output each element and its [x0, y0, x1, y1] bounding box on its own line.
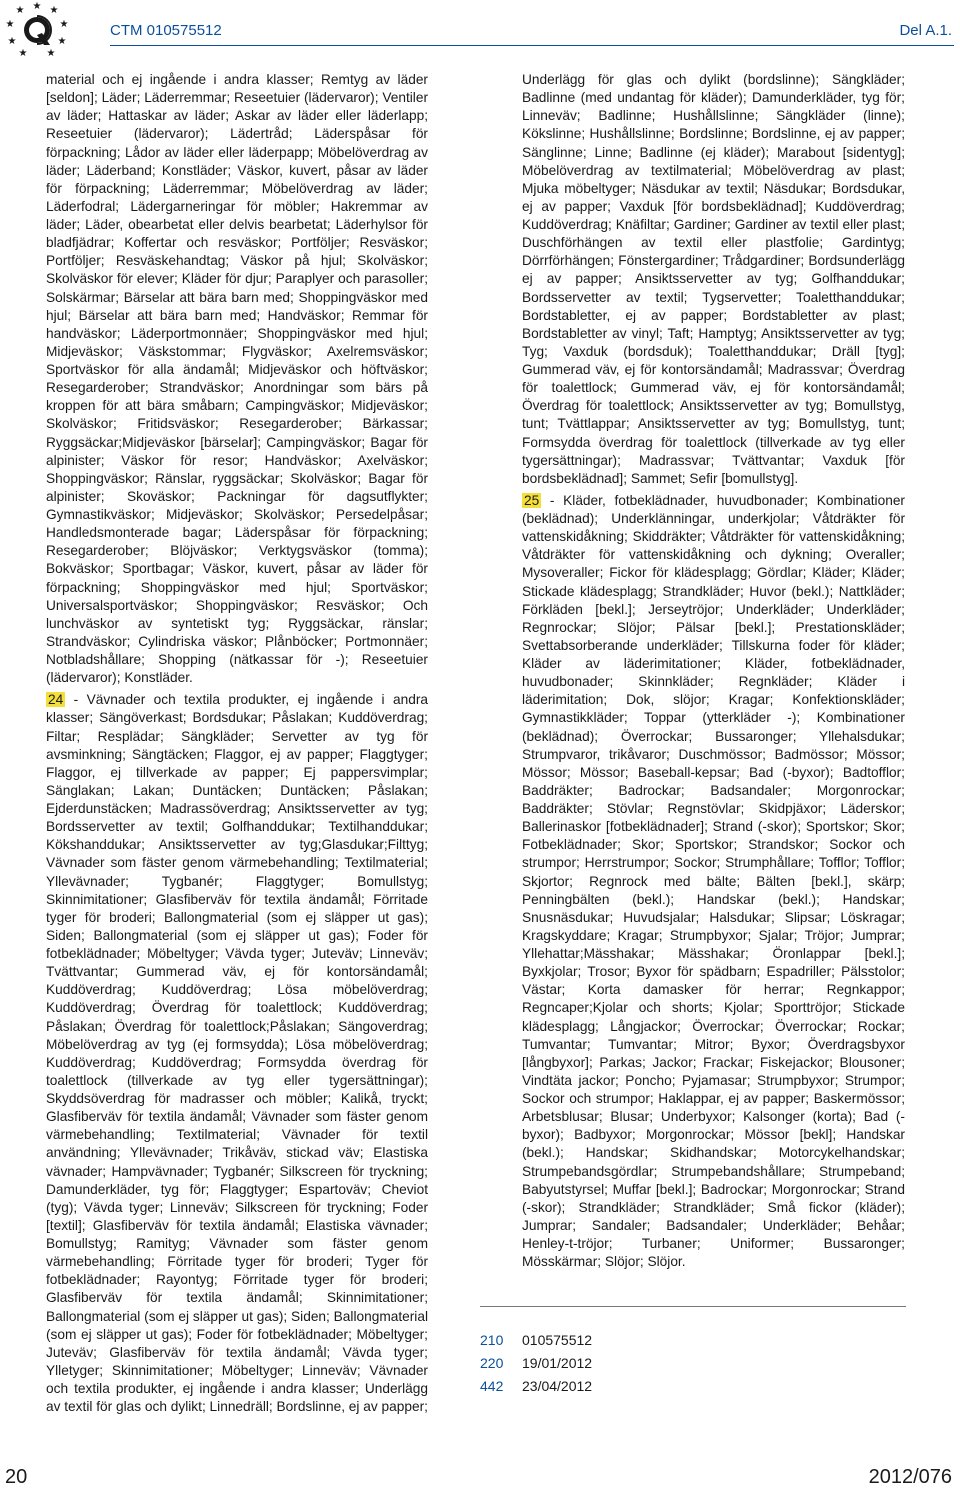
class-24-continued: Underlägg för glas och dylikt (bordslinne); Sängkläder; Badlinne (med undantag för kläder); Damunderkläder, tyg för; Linneväv; Badlinne; Hushållslinne; Sängkläder (linne); Kökslinne; Hushållslinne; Bordslinne; Bordslinne, ej av papper; Sänglinne; Linne; Badlinne (ej kläder); Marabout [sidentyg]; Möbelöverdrag av textilmaterial; Möbelöverdrag av plast; Mjuka möbeltyger; Näsdukar av textil; Näsdukar; Bordsdukar, ej av papper; Vaxduk [för bordsbeklädnad]; Kuddöverdrag; Kuddöverdrag; Knäfiltar; Gardiner; Gardiner av textil eller plast; Duschförhängen av textil eller plastfolie; Gardintyg; Dörrförhängen; Fönstergardiner; Trådgardiner; Bordsunderlägg ej av papper; Ansiktsservetter av tyg; Golfhanddukar; Bordsservetter av textil; Tygservetter; Toaletthanddukar; Bordstabletter, ej av papper; Bordstabletter av plast; Bordstabletter av vinyl; Taft; Hamptyg; Ansiktsservetter av tyg; Tyg; Vaxduk (bordsduk); Toaletthanddukar; Dräll [tyg]; Gummerad väv, ej för kontorsändamål; Madrassvar; Överdrag för toalettlock; Gummerad väv, ej för kontorsändamål; Överdrag för toalettlock; Ansiktsservetter av tyg; Bomullstyg, tunt; Tvättlappar; Ansiktsservetter av tyg; Bomullstyg, tunt; Formsydda överdrag för toalettlock (tillverkade av tyg eller tygersättningar); Madrassvar; Tvättvantar; Vaxduk [för bordsbeklädnad]; Sammet; Sefir [bomullstyg].: [522, 72, 905, 486]
svg-text:★: ★: [49, 5, 59, 16]
filing-metadata: [480, 1329, 592, 1398]
meta-row: [480, 1352, 592, 1375]
left-column: [46, 71, 428, 1416]
svg-text:★: ★: [5, 19, 15, 30]
class-25-text: - Kläder, fotbeklädnader, huvudbonader; Kombinationer (beklädnad); Underklänningar, underkjolar; Våtdräkter för vattenskidåkning; Skiddräkter; Våtdräkter för vattenskidåkning; Våtdräkter för vattenskidåkning och dykning; Overaller; Mysoveraller; Fickor för klädesplagg; Gördlar; Kläder; Kläder; Stickade klädesplagg; Strandkläder; Huvor (bekl.); Nattkläder; Förkläden [bekl.]; Jerseytröjor; Underkläder; Underkläder; Regnrockar; Slöjor; Pälsar [bekl.]; Prestationskläder; Svettabsorberande underkläder; Tillskurna foder för kläder; Kläder av läderimitationer; Kläder, fotbeklädnader, huvudbonader; Skinnkläder; Regnkläder; Kläder i läderimitation; Dok, slöjor; Kragar; Konfektionskläder; Gymnastikkläder; Toppar (ytterkläder -); Kombinationer (beklädnad); Överrockar; Bussaronger; Yllehalsdukar; Strumpvaror, trikåvaror; Duschmössor; Badmössor; Mössor; Mössor; Mössor; Baseball-kepsar; Bad (-byxor); Badtofflor; Baddräkter; Badrockar; Badsandaler; Morgonrockar; Baddräkter; Stövlar; Regnstövlar; Skidpjäxor; Läderskor; Ballerinaskor [fotbeklädnader]; Strand (-skor); Sportskor; Skor; Fotbeklädnader; Skor; Sportskor; Strandskor; Sockor och strumpor; Herrstrumpor; Sockor; Strumphållare; Tofflor; Tofflor; Skjortor; Regnrock med bälte; Bälten [bekl.], skärp; Penningbälten (bekl.); Handskar (bekl.); Handskar; Snusnäsdukar; Huvudsjalar; Halsdukar; Slipsar; Löskragar; Kragskyddare; Kragar; Strumpbyxor; Sjalar; Tröjor; Jumprar; Yllehattar;Mässhakar; Mässhakar; Öronlappar [bekl.]; Byxkjolar; Trosor; Byxor för spädbarn; Espadriller; Pälsstolor; Västar; Korta damasker för herrar; Regnkappor; Regncaper;Kjolar och shorts; Kjolar; Sporttröjor; Stickade klädesplagg; Långjackor; Överrockar; Överrockar; Rockar; Tumvantar; Tumvantar; Mitror; Byxor; Överdragsbyxor [långbyxor]; Parkas; Jackor; Frackar; Fiskejackor; Blousoner; Vindtäta jackor; Poncho; Pyjamasar; Strumpbyxor; Strumpor; Sockor och strumpor; Haklappar, ej av papper; Baskermössor; Arbetsblusar; Blusar; Underbyxor; Kalsonger (korta); Bad (-byxor); Badbyxor; Morgonrockar; Mössor [bekl]; Handskar (bekl.); Handskar; Skidhandskar; Motorcykelhandskar; Strumpebandsgördlar; Strumpebandshållare; Strumpeband; Babyutstyrsel; Muffar [bekl.]; Badrockar; Morgonrockar; Strand (-skor); Strandkläder; Strandkläder; Små fickor (kläder); Jumprar; Sandaler; Badsandaler; Underkläder; Behåar; Henley-t-tröjor; Turbaner; Uniformer; Bussaronger; Mösskärmar; Slöjor; Slöjor.: [522, 492, 905, 1270]
meta-row: [480, 1375, 592, 1398]
meta-value: 19/01/2012: [522, 1355, 593, 1371]
meta-divider: [480, 1306, 906, 1307]
bulletin-issue: 2012/076: [868, 1466, 952, 1488]
meta-value: 23/04/2012: [522, 1378, 593, 1394]
svg-text:★: ★: [15, 5, 25, 16]
class-number-badge: 25: [524, 492, 540, 508]
svg-text:★: ★: [46, 48, 56, 59]
meta-code: 442: [480, 1378, 504, 1394]
meta-row: [480, 1329, 592, 1352]
meta-code: 210: [480, 1332, 504, 1348]
svg-text:★: ★: [18, 48, 28, 59]
right-column: [522, 71, 905, 1271]
header-divider: [110, 45, 954, 46]
svg-text:★: ★: [32, 1, 42, 12]
svg-text:★: ★: [7, 36, 17, 47]
svg-text:★: ★: [57, 36, 67, 47]
part-label: Del A.1.: [899, 22, 952, 39]
meta-code: 220: [480, 1355, 504, 1371]
euipo-logo-icon: [2, 0, 72, 62]
document-number: CTM 010575512: [110, 22, 222, 39]
goods-list-continued: material och ej ingående i andra klasser; Remtyg av läder [seldon]; Läder; Läderremmar; Reseetuier (lädervaror); Ventiler av läder; Hattaskar av läder; Askar av läder eller läderlapp; Reseetuier (lädervaror); Lädertråd; Läderspåsar för förpackning; Lådor av läder eller läderpapp; Möbelöverdrag av läder; Läderband; Konstläder; Väskor, kuvert, påsar av läder för förpackning; Läderremmar; Möbelöverdrag av läder; Läderfodral; Lädergarneringar för möbler; Hakremmar av läder; Läder, obearbetat eller delvis bearbetat; Läderhylsor för bladfjädrar; Koffertar och resväskor; Portföljer; Resväskor; Portföljer; Resväskehandtag; Väskor på hjul; Skolväskor; Skolväskor för elever; Kläder för djur; Paraplyer och parasoller; Solskärmar; Bärselar att bära barn med; Shoppingväskor med hjul; Bärselar att bära barn med; Handväskor; Remmar för handväskor; Läderportmonnäer; Shoppingväskor med hjul; Midjeväskor; Väskstommar; Flygväskor; Axelremsväskor; Sportväskor för alla ändamål; Midjeväskor och höftväskor; Resegarderober; Strandväskor; Anordningar som bärs på kroppen för att bära småbarn; Campingväskor; Midjeväskor; Skolväskor; Fritidsväskor; Resegarderober; Bärkassar; Ryggsäckar;Midjeväskor [bärselar]; Campingväskor; Bagar för alpinister; Väskor för resor; Handväskor; Axelväskor; Shoppingväskor; Ränslar, ryggsäckar; Skolväskor; Bagar för alpinister; Skoväskor; Packningar för dagsutflykter; Gymnastikväskor; Midjeväskor; Skolväskor; Persedelpåsar; Handledsmonterade bagar; Läderspåsar för förpackning; Resegarderober; Blöjväskor; Verktygsväskor (tomma); Bokväskor; Sportbagar; Väskor, kuvert, påsar av läder för förpackning; Shoppingväskor med hjul; Sportväskor; Universalsportväskor; Shoppingväskor; Resväskor; Och lunchväskor av syntetiskt tyg; Ryggsäckar, ränslar; Strandväskor; Cylindriska väskor; Plånböcker; Portmonnäer; Notbladshållare; Shopping (nätkassar för -); Reseetuier (lädervaror); Konstläder.: [46, 72, 428, 686]
class-number-badge: 24: [48, 692, 64, 708]
class-24-entry: [46, 691, 428, 1416]
svg-text:★: ★: [59, 19, 69, 30]
page-number: 20: [5, 1466, 28, 1488]
class-25-entry: [522, 492, 905, 1271]
meta-value: 010575512: [522, 1332, 593, 1348]
class-24-text: - Vävnader och textila produkter, ej ingående i andra klasser; Sängöverkast; Bordsdukar; Påslakan; Kuddöverdrag; Filtar; Resplädar; Sängkläder; Servetter av tyg för avsminkning; Sängtäcken; Flaggor, ej av papper; Flaggtyger; Flaggor, ej tillverkade av papper; Ej pappersvimplar; Sänglakan; Lakan; Duntäcken; Duntäcken; Påslakan; Ejderdunstäcken; Madrassöverdrag; Ansiktsservetter av tyg; Bordsservetter av textil; Golfhanddukar; Textilhanddukar; Kökshanddukar; Ansiktsservetter av tyg;Glasdukar;Filttyg; Vävnader som fäster genom värmebehandling; Textilmaterial; Yllevävnader; Tygbanér; Flaggtyger; Bomullstyg; Skinnimitationer; Glasfiberväv för textila ändamål; Förritade tyger för broderi; Ballongmaterial (som ej släpper ut gas); Siden; Ballongmaterial (som ej släpper ut gas); Foder för fotbeklädnader; Möbeltyger; Vävda tyger; Juteväv; Linneväv; Tvättvantar; Gummerad väv, ej för kontorsändamål; Kuddöverdrag; Kuddöverdrag; Lösa möbelöverdrag; Kuddöverdrag; Överdrag för toalettlock; Kuddöverdrag; Påslakan; Överdrag för toalettlock;Påslakan; Sängoverdrag; Möbelöverdrag av tyg (ej formsydda); Lösa möbelöverdrag; Kuddöverdrag; Kuddöverdrag; Formsydda överdrag för toalettlock (tillverkade av tyg eller tygersättningar); Skyddsöverdrag för madrasser och möbler; Kalikå, tryckt; Glasfiberväv för textila ändamål; Vävnader som fäster genom värmebehandling; Textilmaterial; Vävnader för textil användning; Yllevävnader; Trikåväv, stickad väv; Elastiska vävnader; Hampvävnader; Tygbanér; Silkscreen för tryckning; Damunderkläder, tyg för; Flaggtyger; Espartoväv; Cheviot (tyg); Vävda tyger; Linneväv; Silkscreen för tryckning; Foder [textil]; Glasfiberväv för textila ändamål; Elastiska vävnader; Bomullstyg; Ramityg; Vävnader som fäster genom värmebehandling; Förritade tyger för broderi; Tyger för fotbeklädnader; Rayontyg; Förritade tyger för broderi; Glasfiberväv för textila ändamål; Skinnimitationer; Ballongmaterial (som ej släpper ut gas); Siden; Ballongmaterial (som ej släpper ut gas); Foder för fotbeklädnader; Möbeltyger; Juteväv; Glasfiberväv för textila ändamål; Vävda tyger; Ylletyger; Skinnimitationer; Möbeltyger; Linneväv; Vävnader och textila produkter, ej ingående i andra klasser; Underlägg av textil för glas och dylikt; Linnedräll; Bordslinne, ej av papper;: [46, 692, 428, 1415]
